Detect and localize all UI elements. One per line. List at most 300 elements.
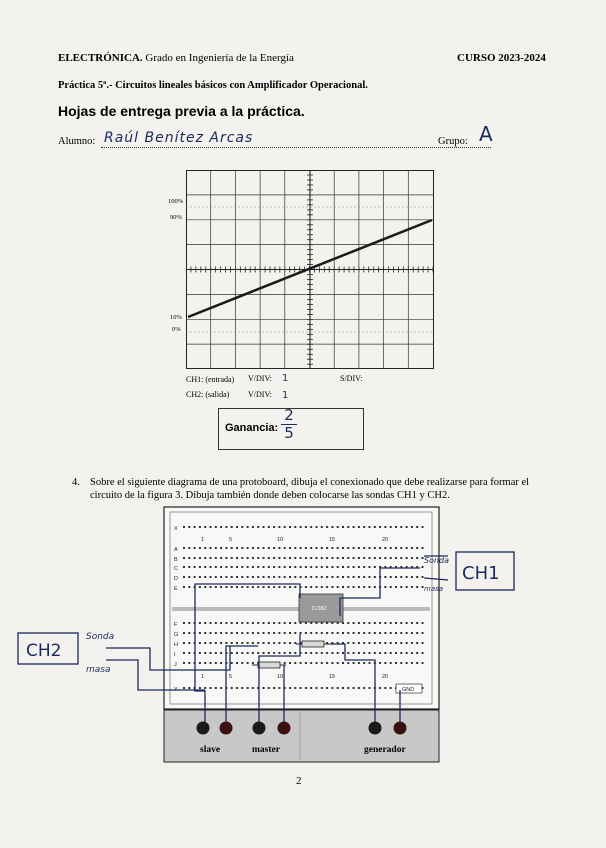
breadboard-hole xyxy=(231,547,233,549)
breadboard-hole xyxy=(411,642,413,644)
breadboard-hole xyxy=(241,586,243,588)
breadboard-hole xyxy=(241,687,243,689)
breadboard-hole xyxy=(289,526,291,528)
breadboard-hole xyxy=(416,547,418,549)
breadboard-hole xyxy=(400,662,402,664)
terminal-master-black xyxy=(253,722,266,735)
breadboard-hole xyxy=(236,687,238,689)
breadboard-hole xyxy=(337,576,339,578)
breadboard-hole xyxy=(406,652,408,654)
breadboard-hole xyxy=(422,662,424,664)
breadboard-hole xyxy=(316,687,318,689)
breadboard-hole xyxy=(241,526,243,528)
breadboard-hole xyxy=(390,586,392,588)
breadboard-hole xyxy=(284,576,286,578)
breadboard-hole xyxy=(257,652,259,654)
breadboard-hole xyxy=(284,642,286,644)
breadboard-hole xyxy=(358,687,360,689)
student-label: Alumno: xyxy=(58,136,96,147)
breadboard-hole xyxy=(225,526,227,528)
row-label-a: A xyxy=(174,547,178,553)
row-label-g: G xyxy=(174,632,179,638)
breadboard-hole xyxy=(294,622,296,624)
breadboard-hole xyxy=(183,652,185,654)
breadboard-hole xyxy=(395,586,397,588)
breadboard-hole xyxy=(188,586,190,588)
breadboard-hole xyxy=(310,576,312,578)
breadboard-hole xyxy=(236,652,238,654)
breadboard-hole xyxy=(199,547,201,549)
breadboard-hole xyxy=(358,662,360,664)
breadboard-hole xyxy=(347,557,349,559)
student-dotted-line xyxy=(101,147,491,148)
breadboard-hole xyxy=(252,662,254,664)
breadboard-hole xyxy=(268,576,270,578)
breadboard-hole xyxy=(257,576,259,578)
gain-box xyxy=(218,408,364,450)
breadboard-hole xyxy=(188,547,190,549)
breadboard-hole xyxy=(400,622,402,624)
breadboard-hole xyxy=(400,576,402,578)
breadboard-hole xyxy=(204,687,206,689)
breadboard-hole xyxy=(337,632,339,634)
breadboard-hole xyxy=(384,526,386,528)
breadboard-hole xyxy=(411,526,413,528)
breadboard-hole xyxy=(390,642,392,644)
breadboard-hole xyxy=(215,547,217,549)
breadboard-hole xyxy=(305,576,307,578)
col-number-20-bottom: 20 xyxy=(382,674,389,680)
breadboard-hole xyxy=(369,576,371,578)
gain-denominator: 5 xyxy=(284,424,294,442)
breadboard-hole xyxy=(310,687,312,689)
breadboard-hole xyxy=(204,642,206,644)
breadboard-hole xyxy=(210,632,212,634)
breadboard-hole xyxy=(284,586,286,588)
breadboard-hole xyxy=(284,662,286,664)
breadboard-hole xyxy=(241,557,243,559)
col-number-5: 5 xyxy=(229,537,233,543)
ch2-vdiv-value: 1 xyxy=(282,390,289,401)
breadboard-hole xyxy=(294,576,296,578)
breadboard-hole xyxy=(395,662,397,664)
breadboard-hole xyxy=(268,642,270,644)
col-number-10-bottom: 10 xyxy=(277,674,284,680)
breadboard-hole xyxy=(384,662,386,664)
breadboard-hole xyxy=(204,547,206,549)
breadboard-hole xyxy=(326,526,328,528)
breadboard-hole xyxy=(363,547,365,549)
breadboard-hole xyxy=(395,622,397,624)
breadboard-hole xyxy=(268,652,270,654)
breadboard-hole xyxy=(225,557,227,559)
breadboard-hole xyxy=(347,642,349,644)
breadboard-hole xyxy=(210,547,212,549)
row-label-x: X xyxy=(174,526,178,532)
breadboard-hole xyxy=(347,652,349,654)
breadboard-hole xyxy=(252,632,254,634)
breadboard-hole xyxy=(241,566,243,568)
breadboard-hole xyxy=(416,632,418,634)
breadboard-hole xyxy=(374,526,376,528)
breadboard-hole xyxy=(194,557,196,559)
breadboard-hole xyxy=(369,566,371,568)
breadboard-hole xyxy=(342,687,344,689)
breadboard-hole xyxy=(353,566,355,568)
breadboard-hole xyxy=(321,652,323,654)
breadboard-hole xyxy=(268,586,270,588)
breadboard-hole xyxy=(363,557,365,559)
breadboard-hole xyxy=(305,586,307,588)
oscilloscope-grid xyxy=(186,170,434,369)
breadboard-hole xyxy=(374,566,376,568)
breadboard-hole xyxy=(374,586,376,588)
breadboard-hole xyxy=(305,632,307,634)
breadboard-hole xyxy=(252,576,254,578)
col-number-10: 10 xyxy=(277,537,284,543)
breadboard-hole xyxy=(183,662,185,664)
breadboard-hole xyxy=(231,557,233,559)
breadboard-hole xyxy=(204,662,206,664)
breadboard-hole xyxy=(263,576,265,578)
breadboard-hole xyxy=(204,526,206,528)
breadboard-hole xyxy=(252,652,254,654)
breadboard-hole xyxy=(316,652,318,654)
breadboard-hole xyxy=(316,557,318,559)
breadboard-hole xyxy=(416,526,418,528)
breadboard-hole xyxy=(294,566,296,568)
breadboard-hole xyxy=(300,632,302,634)
breadboard-hole xyxy=(411,586,413,588)
breadboard-hole xyxy=(278,687,280,689)
breadboard-hole xyxy=(390,662,392,664)
breadboard-hole xyxy=(294,526,296,528)
breadboard-hole xyxy=(416,586,418,588)
breadboard-hole xyxy=(183,586,185,588)
breadboard-hole xyxy=(326,662,328,664)
breadboard-hole xyxy=(257,547,259,549)
breadboard-hole xyxy=(406,662,408,664)
breadboard-hole xyxy=(422,622,424,624)
breadboard-hole xyxy=(363,566,365,568)
breadboard-hole xyxy=(305,566,307,568)
breadboard-hole xyxy=(289,622,291,624)
breadboard-hole xyxy=(400,557,402,559)
breadboard-hole xyxy=(310,662,312,664)
breadboard-hole xyxy=(268,566,270,568)
breadboard-hole xyxy=(220,687,222,689)
breadboard-hole xyxy=(326,687,328,689)
ref-label-90: 90% xyxy=(170,214,182,221)
breadboard-hole xyxy=(395,652,397,654)
breadboard-hole xyxy=(390,576,392,578)
breadboard-hole xyxy=(411,652,413,654)
breadboard-hole xyxy=(374,642,376,644)
breadboard-hole xyxy=(337,547,339,549)
breadboard-hole xyxy=(268,622,270,624)
breadboard-hole xyxy=(316,586,318,588)
breadboard-hole xyxy=(384,576,386,578)
breadboard-hole xyxy=(199,652,201,654)
breadboard-hole xyxy=(353,557,355,559)
breadboard-hole xyxy=(278,632,280,634)
breadboard-hole xyxy=(278,586,280,588)
breadboard-hole xyxy=(273,622,275,624)
breadboard-hole xyxy=(321,632,323,634)
breadboard-hole xyxy=(231,566,233,568)
breadboard-hole xyxy=(353,586,355,588)
breadboard-hole xyxy=(411,662,413,664)
breadboard-hole xyxy=(220,526,222,528)
breadboard-hole xyxy=(326,547,328,549)
breadboard-hole xyxy=(395,642,397,644)
breadboard-hole xyxy=(268,632,270,634)
breadboard-hole xyxy=(337,526,339,528)
breadboard-hole xyxy=(310,652,312,654)
breadboard-hole xyxy=(236,576,238,578)
breadboard-hole xyxy=(379,547,381,549)
breadboard-hole xyxy=(411,557,413,559)
breadboard-hole xyxy=(252,642,254,644)
breadboard-hole xyxy=(347,586,349,588)
breadboard-hole xyxy=(416,622,418,624)
breadboard-hole xyxy=(194,576,196,578)
breadboard-hole xyxy=(416,557,418,559)
col-number-15-bottom: 15 xyxy=(329,674,336,680)
breadboard-hole xyxy=(363,586,365,588)
breadboard-hole xyxy=(294,632,296,634)
breadboard-hole xyxy=(284,526,286,528)
breadboard-hole xyxy=(231,687,233,689)
breadboard-hole xyxy=(215,622,217,624)
breadboard-hole xyxy=(331,547,333,549)
breadboard-hole xyxy=(390,632,392,634)
practice-title: Práctica 5ª.- Circuitos lineales básicos con Amplificador Operacional. xyxy=(58,80,368,91)
breadboard-hole xyxy=(422,547,424,549)
breadboard-hole xyxy=(374,576,376,578)
breadboard-hole xyxy=(316,547,318,549)
row-label-f: F xyxy=(174,622,178,628)
row-label-y: Y xyxy=(174,687,178,693)
breadboard-hole xyxy=(194,547,196,549)
breadboard-hole xyxy=(363,632,365,634)
breadboard-hole xyxy=(257,642,259,644)
breadboard-hole xyxy=(188,642,190,644)
breadboard-hole xyxy=(316,576,318,578)
breadboard-hole xyxy=(247,526,249,528)
breadboard-hole xyxy=(210,662,212,664)
breadboard-hole xyxy=(353,576,355,578)
chip-label: TL082 xyxy=(311,606,327,612)
breadboard-hole xyxy=(400,652,402,654)
student-name: Raúl Benítez Arcas xyxy=(104,130,254,146)
breadboard-hole xyxy=(247,662,249,664)
breadboard-hole xyxy=(183,576,185,578)
breadboard-hole xyxy=(337,557,339,559)
breadboard-hole xyxy=(384,687,386,689)
breadboard-hole xyxy=(188,526,190,528)
breadboard-hole xyxy=(263,642,265,644)
breadboard-hole xyxy=(278,547,280,549)
breadboard-hole xyxy=(231,526,233,528)
breadboard-hole xyxy=(247,547,249,549)
breadboard-hole xyxy=(284,622,286,624)
breadboard-hole xyxy=(210,687,212,689)
breadboard-hole xyxy=(247,642,249,644)
breadboard-hole xyxy=(231,632,233,634)
breadboard-hole xyxy=(358,652,360,654)
breadboard-hole xyxy=(241,642,243,644)
terminal-slave-red xyxy=(220,722,233,735)
breadboard-hole xyxy=(273,576,275,578)
breadboard-hole xyxy=(363,687,365,689)
breadboard-hole xyxy=(273,526,275,528)
breadboard-hole xyxy=(204,632,206,634)
breadboard-hole xyxy=(384,557,386,559)
breadboard-hole xyxy=(289,557,291,559)
breadboard-hole xyxy=(188,662,190,664)
breadboard-hole xyxy=(294,557,296,559)
breadboard-hole xyxy=(194,526,196,528)
breadboard-hole xyxy=(326,632,328,634)
breadboard-hole xyxy=(331,557,333,559)
breadboard-hole xyxy=(347,632,349,634)
breadboard-hole xyxy=(225,632,227,634)
breadboard-hole xyxy=(321,586,323,588)
breadboard-hole xyxy=(252,557,254,559)
breadboard-hole xyxy=(204,566,206,568)
breadboard-hole xyxy=(337,586,339,588)
breadboard-hole xyxy=(321,687,323,689)
ch2-masa-label: masa xyxy=(86,665,111,675)
breadboard-hole xyxy=(358,557,360,559)
breadboard-hole xyxy=(326,557,328,559)
breadboard-hole xyxy=(236,547,238,549)
breadboard-hole xyxy=(247,586,249,588)
breadboard-hole xyxy=(400,547,402,549)
breadboard-hole xyxy=(215,576,217,578)
breadboard-hole xyxy=(199,642,201,644)
breadboard-hole xyxy=(210,586,212,588)
breadboard-hole xyxy=(331,586,333,588)
breadboard-hole xyxy=(273,642,275,644)
col-number-20: 20 xyxy=(382,537,389,543)
breadboard-hole xyxy=(369,586,371,588)
breadboard-hole xyxy=(241,652,243,654)
breadboard-hole xyxy=(369,547,371,549)
breadboard-hole xyxy=(188,557,190,559)
breadboard-hole xyxy=(252,622,254,624)
breadboard-hole xyxy=(353,632,355,634)
ch1-vdiv-label: V/DIV: xyxy=(248,374,272,383)
breadboard-hole xyxy=(263,687,265,689)
breadboard-hole xyxy=(220,586,222,588)
breadboard-hole xyxy=(273,586,275,588)
breadboard-hole xyxy=(241,662,243,664)
breadboard-hole xyxy=(342,557,344,559)
breadboard-hole xyxy=(342,652,344,654)
breadboard-hole xyxy=(395,557,397,559)
breadboard-hole xyxy=(406,557,408,559)
question-number: 4. xyxy=(72,477,80,488)
breadboard-hole xyxy=(369,557,371,559)
breadboard-hole xyxy=(406,642,408,644)
breadboard-hole xyxy=(188,622,190,624)
group-label: Grupo: xyxy=(438,136,468,147)
breadboard-hole xyxy=(347,526,349,528)
breadboard-hole xyxy=(347,687,349,689)
ch1-masa-label: masa xyxy=(424,585,444,593)
breadboard-hole xyxy=(363,526,365,528)
breadboard-hole xyxy=(342,547,344,549)
breadboard-hole xyxy=(310,566,312,568)
breadboard-hole xyxy=(384,642,386,644)
breadboard-hole xyxy=(374,622,376,624)
breadboard-hole xyxy=(199,557,201,559)
ch1-label: CH1: (entrada) xyxy=(186,375,235,384)
breadboard-hole xyxy=(358,526,360,528)
breadboard-hole xyxy=(225,576,227,578)
breadboard-hole xyxy=(400,642,402,644)
breadboard-hole xyxy=(422,642,424,644)
breadboard-hole xyxy=(241,576,243,578)
breadboard-hole xyxy=(369,632,371,634)
breadboard-hole xyxy=(353,622,355,624)
breadboard-hole xyxy=(183,526,185,528)
breadboard-hole xyxy=(252,526,254,528)
breadboard-hole xyxy=(188,652,190,654)
breadboard-hole xyxy=(220,662,222,664)
breadboard-hole xyxy=(400,632,402,634)
breadboard-hole xyxy=(252,586,254,588)
breadboard-hole xyxy=(289,642,291,644)
breadboard-hole xyxy=(284,566,286,568)
breadboard-hole xyxy=(400,586,402,588)
row-label-b: B xyxy=(174,557,178,563)
breadboard-hole xyxy=(241,547,243,549)
breadboard-hole xyxy=(236,662,238,664)
ch1-vdiv-value: 1 xyxy=(282,373,289,384)
breadboard-hole xyxy=(422,566,424,568)
breadboard-hole xyxy=(411,622,413,624)
breadboard-hole xyxy=(342,576,344,578)
breadboard-hole xyxy=(358,622,360,624)
breadboard-hole xyxy=(337,566,339,568)
breadboard-hole xyxy=(273,547,275,549)
breadboard-hole xyxy=(390,622,392,624)
breadboard-hole xyxy=(310,526,312,528)
breadboard-hole xyxy=(294,662,296,664)
col-number-1-bottom: 1 xyxy=(201,674,205,680)
breadboard-hole xyxy=(337,652,339,654)
course-header xyxy=(58,52,294,64)
breadboard-hole xyxy=(379,662,381,664)
breadboard-hole xyxy=(422,632,424,634)
breadboard-hole xyxy=(210,652,212,654)
breadboard-hole xyxy=(252,687,254,689)
breadboard-hole xyxy=(220,652,222,654)
ch1-sonda-label: Sonda xyxy=(424,556,450,565)
col-number-15: 15 xyxy=(329,537,336,543)
breadboard-hole xyxy=(363,576,365,578)
breadboard-hole xyxy=(294,687,296,689)
breadboard-hole xyxy=(347,662,349,664)
breadboard-hole xyxy=(305,687,307,689)
breadboard-hole xyxy=(268,526,270,528)
generator-label: generador xyxy=(364,745,406,755)
ch2-label: CH2: (salida) xyxy=(186,390,230,399)
breadboard-hole xyxy=(294,586,296,588)
